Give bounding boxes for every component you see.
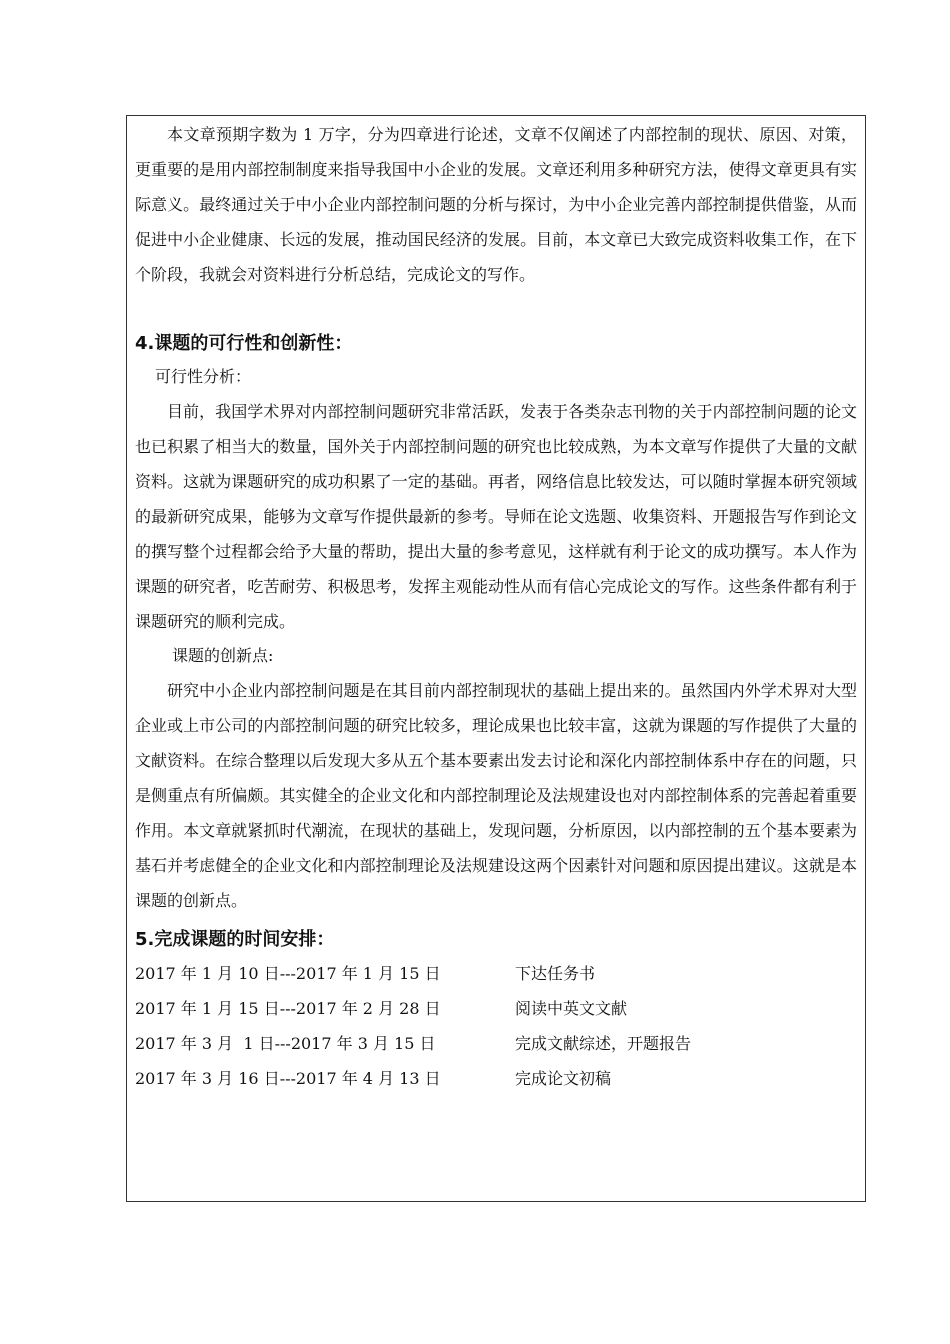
feasibility-label: 可行性分析： — [155, 367, 252, 386]
section3-paragraph: 本文章预期字数为 1 万字，分为四章进行论述，文章不仅阐述了内部控制的现状、原因、对策，更重要的是用内部控制制度来指导我国中小企业的发展。文章还利用多种研究方法，使得文章更具有实际意义。最终通过关于中小企业内部控制问题的分析与探讨，为中小企业完善内部控制提供借鉴，从而促进中小企业健康、长远的发展，推动国民经济的发展。目前，本文章已大致完成资料收集工作，在下个阶段，我就会对资料进行分析总结，完成论文的写作。 — [135, 125, 857, 284]
schedule-row — [135, 1061, 857, 1096]
schedule-row — [135, 956, 857, 991]
section4-heading: 4.课题的可行性和创新性： — [135, 333, 353, 354]
schedule-list — [135, 956, 857, 1096]
feasibility-paragraph: 目前，我国学术界对内部控制问题研究非常活跃，发表于各类杂志刊物的关于内部控制问题的论文也已积累了相当大的数量，国外关于内部控制问题的研究也比较成熟，为本文章写作提供了大量的文献资料。这就为课题研究的成功积累了一定的基础。再者，网络信息比较发达，可以随时掌握本研究领域的最新研究成果，能够为文章写作提供最新的参考。导师在论文选题、收集资料、开题报告写作到论文的撰写整个过程都会给予大量的帮助，提出大量的参考意见，这样就有利于论文的成功撰写。本人作为课题的研究者，吃苦耐劳、积极思考，发挥主观能动性从而有信心完成论文的写作。这些条件都有利于课题研究的顺利完成。 — [135, 402, 857, 631]
schedule-date: 2017 年 3 月 16 日---2017 年 4 月 13 日 — [135, 1069, 441, 1088]
schedule-task: 阅读中英文文献 — [515, 999, 628, 1018]
schedule-date: 2017 年 1 月 15 日---2017 年 2 月 28 日 — [135, 999, 441, 1018]
schedule-task: 下达任务书 — [515, 964, 596, 983]
section5-heading: 5.完成课题的时间安排： — [135, 929, 335, 950]
schedule-date: 2017 年 3 月 1 日---2017 年 3 月 15 日 — [135, 1034, 436, 1053]
innovation-paragraph: 研究中小企业内部控制问题是在其目前内部控制现状的基础上提出来的。虽然国内外学术界对大型企业或上市公司的内部控制问题的研究比较多，理论成果也比较丰富，这就为课题的写作提供了大量的文献资料。在综合整理以后发现大多从五个基本要素出发去讨论和深化内部控制体系中存在的问题，只是侧重点有所偏颇。其实健全的企业文化和内部控制理论及法规建设也对内部控制体系的完善起着重要作用。本文章就紧抓时代潮流，在现状的基础上，发现问题，分析原因，以内部控制的五个基本要素为基石并考虑健全的企业文化和内部控制理论及法规建设这两个因素针对问题和原因提出建议。这就是本课题的创新点。 — [135, 681, 857, 910]
innovation-label: 课题的创新点: — [172, 646, 274, 665]
schedule-row — [135, 991, 857, 1026]
schedule-date: 2017 年 1 月 10 日---2017 年 1 月 15 日 — [135, 964, 441, 983]
proposal-table-cell — [126, 115, 866, 1202]
schedule-task: 完成文献综述，开题报告 — [515, 1034, 692, 1053]
schedule-task: 完成论文初稿 — [515, 1069, 612, 1088]
schedule-row — [135, 1026, 857, 1061]
